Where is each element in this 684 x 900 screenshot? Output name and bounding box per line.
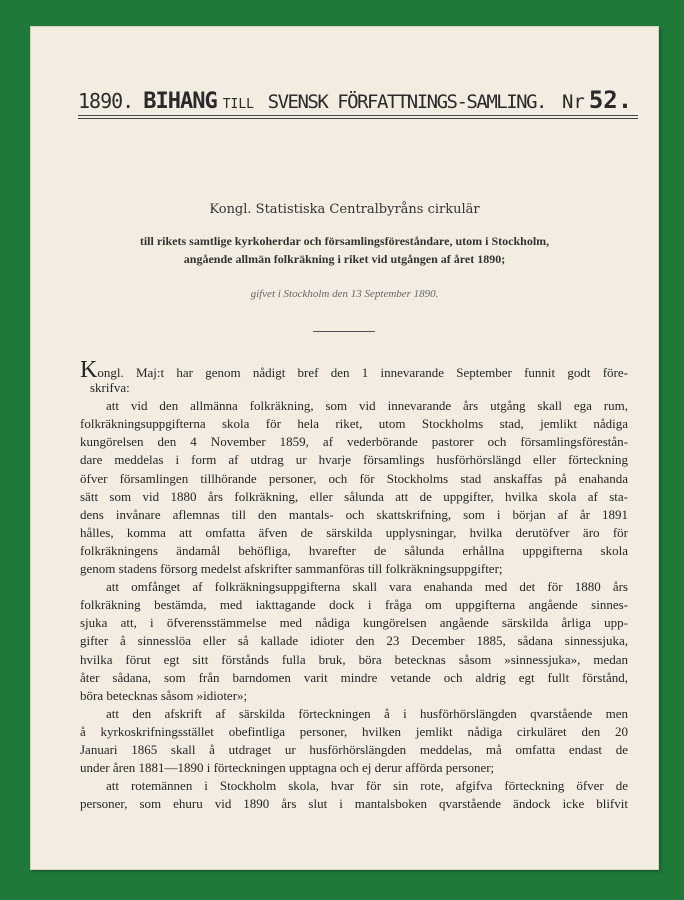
body-line: böra betecknas såsom »idioter»;: [80, 687, 248, 703]
header-rule-bottom: [78, 118, 638, 119]
body-line: åter sådana, som från barndomen varit mindre vetande och aldrig egt fullt förstånd,: [80, 669, 628, 685]
body-line: att rotemännen i Stockholm skola, hvar för sin rote, afgifva förteckning öfver de: [106, 778, 628, 794]
header-nr-label: Nr: [561, 91, 585, 113]
body-line: dare meddelas i form af utdrag ur hvarje församlings husförhörslängd eller förteckning: [80, 452, 628, 468]
section-divider: [313, 331, 375, 332]
header-number: 52.: [588, 86, 633, 114]
body-line: öfver församlingen tillhörande personer, och för Stockholms stad anskaffas på enahanda: [80, 470, 628, 486]
body-line: att den afskrift af särskilda förteckningen å i husförhörslängden qvarstående men: [106, 705, 628, 721]
body-line: Kongl. Maj:t har genom nådigt bref den 1 innevarande September funnit godt före-: [80, 357, 628, 383]
header-till: TILL: [222, 97, 255, 112]
publication-header: [78, 86, 638, 114]
body-line: gifter å sinnesslöa eller så kallade idioter den 23 December 1885, sådana sinnessjuka,: [80, 633, 628, 649]
body-line: hålles, komma att omfatta äfven de särskilda upplysningar, hvilka derutöfver äro för: [80, 524, 628, 540]
body-line: folkräkningsuppgifterna skola för hela riket, utom Stockholms stad, jemlikt nådiga: [80, 416, 628, 432]
body-line: sätt som vid 1880 års folkräkning, eller sålunda att de uppgifter, hvilka skola af sta-: [80, 488, 628, 504]
body-line: genom stadens försorg medelst afskrifter sammanföras till folkräkningsuppgifter;: [80, 561, 503, 577]
body-line: dens invånare aflemnas till den mantals- och skattskrifning, som i början af år 1891: [80, 506, 628, 522]
body-line: under åren 1881—1890 i förteckningen upptagna och ej derur afförda personer;: [80, 760, 495, 776]
body-line: att vid den allmänna folkräkning, som vid innevarande års utgång skall ega rum,: [106, 398, 628, 414]
body-line: folkräkningens ändamål behöfliga, hvarefter de sålunda erhållna uppgifterna skola: [80, 542, 628, 558]
body-line: att omfånget af folkräkningsuppgifterna skall vara enahanda med det för 1880 års: [106, 579, 628, 595]
body-line: personer, som ehuru vid 1890 års slut i mantalsboken qvarstående ändock icke blifvit: [80, 796, 628, 812]
document-subtitle-line-1: till rikets samtlige kyrkoherdar och församlingsföreståndare, utom i Stockholm,: [139, 234, 550, 248]
document-subtitle-line-2: angående allmän folkräkning i riket vid utgången af året 1890;: [183, 252, 506, 266]
document-date: gifvet i Stockholm den 13 September 1890.: [250, 288, 439, 300]
body-line: å kyrkoskrifningsstället obefintliga personer, hvilken jemlikt nådiga cirkuläret den 20: [80, 723, 628, 739]
body-line: folkräkning bestämda, med iakttagande dock i fråga om uppgifterna angående sinnes-: [80, 597, 628, 613]
document-title: Kongl. Statistiska Centralbyråns cirkulär: [209, 202, 480, 217]
body-text: [80, 357, 628, 813]
header-year: 1890.: [78, 89, 134, 113]
document-page: [30, 26, 659, 870]
body-line: sjuka att, i öfverensstämmelse med nådiga kungörelsen angående särskilda årliga upp-: [80, 615, 628, 631]
body-line: kungörelsen den 4 November 1859, af vederbörande pastorer och församlingsförestån-: [80, 434, 628, 450]
body-line: Januari 1865 skall å utdraget ur husförhörslängden meddelas, må omfatta endast de: [80, 741, 628, 757]
header-title: SVENSK FÖRFATTNINGS-SAMLING.: [267, 91, 546, 113]
body-line: skrifva:: [90, 380, 130, 396]
header-bihang: BIHANG: [143, 89, 217, 114]
header-rule-top: [78, 115, 638, 116]
body-line: hvilka förut egt sitt förstånds fulla bruk, böra betecknas såsom »sinnessjuka», medan: [80, 651, 628, 667]
drop-initial: K: [80, 357, 98, 383]
